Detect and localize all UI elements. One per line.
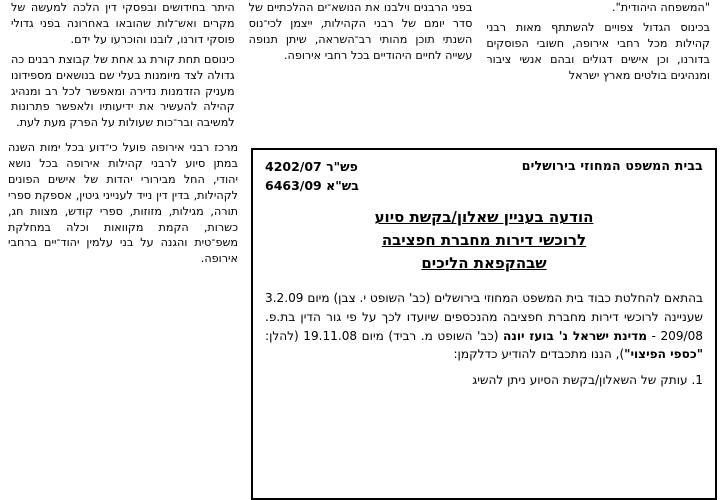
news-paragraph: היתר בחידושים ובפסקי דין הלכה למעשה של מקרים ואש־לות שהובאו באחרונה בפני גדולי פוסקי דורנו, לובנו והוכרעו על ידם.	[10, 1, 235, 46]
case-number: פש"ר 4202/07	[265, 159, 358, 174]
top-news-columns	[0, 0, 721, 140]
notice-title-line: שבהקפאת הליכים	[421, 254, 547, 272]
news-paragraph: "המשפחה היהודית".	[612, 1, 710, 14]
notice-title	[265, 206, 703, 276]
lower-section	[0, 140, 721, 500]
case-numbers	[265, 158, 359, 196]
legal-notice-box	[251, 148, 717, 500]
news-column-right	[479, 0, 717, 140]
news-paragraph: מרכז רבני אירופה פועל כי־דוע בכל ימות השנה במתן סיוע לרבני קהילות אירופה בכל נושא יהודי, החל מבירורי יהדות של אישים הפונים לקהילות, בדין דין נייד לענייני גיטין, אספקת ספרי תורה, מגילות, מזוזות, ספרי קודש, מצוות חג, כשרות, הקמת מקוואות וכלה במחלקת משפ־טית והגנה על בני עלמין יהוד־יים ברחבי אירופה.	[8, 141, 238, 266]
notice-paragraph: 1. עותק של השאלון/בקשת הסיוע ניתן להשיג	[472, 373, 703, 388]
notice-title-line: לרוכשי דירות מחברת חפציבה	[381, 230, 587, 249]
news-column-left	[4, 0, 242, 140]
notice-title-line: הודעה בעניין שאלון/בקשת סיוע	[374, 207, 594, 226]
notice-body	[265, 289, 703, 390]
court-name: בבית המשפט המחוזי בירושלים	[521, 158, 703, 173]
news-paragraph: בפני הרבנים וילבנו את הנושא־ים ההלכתיים של סדר יומם של רבני הקהילות, ייצמן לכי־נוס השנתי תוכן מהותי רב־השראה, שיתן תנופה עשייה לחיים היהודיים בכל רחבי אירופה.	[248, 1, 473, 62]
news-paragraph: בכינוס הגדול צפויים להשתתף מאות רבני קהילות מכל רחבי אירופה, חשובי הפוסקים בדורנו, וכן אישים דגולים ובהם אנשי ציבור ומנהיגים בולטים מארץ ישראל	[486, 20, 710, 82]
case-number: בש"א 6463/09	[265, 177, 359, 193]
news-paragraph: כינוסם תחת קורת גג אחת של קבוצת רבנים כה גדולה לצד מיומנות בעלי שם בנושאים מספידונו מעניק הזדמנות נדירה ומאפשר לכל רב ומנהיג קהילה להעשיר את ידיעותיו ולאפשר פתרונות למשיבה ובר־כות שעולות על הפרק מעת לעת.	[10, 52, 235, 130]
news-column-middle	[242, 0, 480, 140]
article-continuation-column	[4, 140, 245, 500]
notice-header	[265, 158, 703, 196]
notice-paragraph: בהתאם להחלטת כבוד בית המשפט המחוזי בירושלים (כב' השופט י. צבן) מיום 3.2.09 שעניינה לרוכשי דירות מחברת חפציבה מהנכספים שיועדו לכך על פי גור הדין בת.פ. 209/08 - מדינת ישראל נ' בועז יונה (כב' השופט מ. רביד) מיום 19.11.08 (להלן: "כספי הפיצוי"), הננו מתכבדים להודיע כדלקמן:	[265, 291, 703, 362]
